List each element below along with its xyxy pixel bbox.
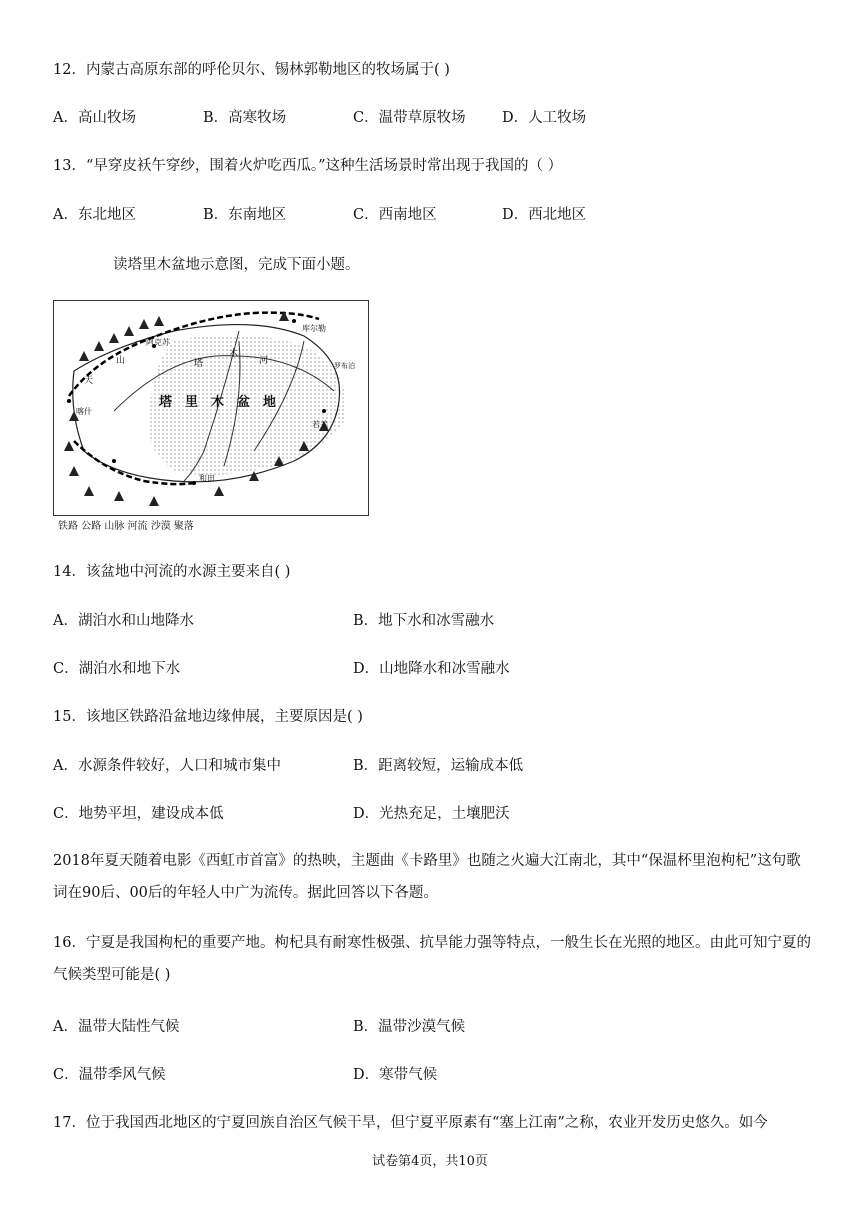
q13-option-d[interactable]: D．西北地区 — [502, 207, 587, 223]
map-label-aksu: 阿克苏 — [146, 338, 170, 347]
q12-option-c[interactable]: C．温带草原牧场 — [353, 110, 466, 126]
q16-option-d[interactable]: D．寒带气候 — [353, 1067, 438, 1083]
q14-option-a[interactable]: A．湖泊水和山地降水 — [53, 613, 194, 629]
q15-option-a[interactable]: A．水源条件较好，人口和城市集中 — [53, 758, 281, 774]
q12-option-d[interactable]: D．人工牧场 — [502, 110, 587, 126]
q13-option-c[interactable]: C．西南地区 — [353, 207, 437, 223]
page-footer: 试卷第4页，共10页 — [372, 1154, 488, 1169]
passage-intro: 2018年夏天随着电影《西虹市首富》的热映，主题曲《卡路里》也随之火遍大江南北，其中“保温杯里泡枸杞”这句歌词在90后、00后的年轻人中广为流传。据此回答以下各题。 — [53, 853, 801, 901]
q13-option-a[interactable]: A．东北地区 — [53, 207, 136, 223]
q16-option-c[interactable]: C．温带季风气候 — [53, 1067, 166, 1083]
q15-option-b[interactable]: B．距离较短，运输成本低 — [353, 758, 524, 774]
q16-option-a[interactable]: A．温带大陆性气候 — [53, 1019, 180, 1035]
q14-option-d[interactable]: D．山地降水和冰雪融水 — [353, 661, 510, 677]
map-label-tian: 天 — [84, 376, 94, 386]
map-label-lopnur: 罗布泊 — [334, 362, 355, 370]
question-15-stem: 15．该地区铁路沿盆地边缘伸展，主要原因是( ) — [53, 709, 363, 725]
map-label-mu: 木 — [229, 349, 239, 359]
question-17-stem: 17．位于我国西北地区的宁夏回族自治区气候干旱，但宁夏平原素有“塞上江南”之称，农业开发历史悠久。如今 — [53, 1115, 768, 1131]
q12-option-b[interactable]: B．高寒牧场 — [203, 110, 287, 126]
q14-option-c[interactable]: C．湖泊水和地下水 — [53, 661, 181, 677]
map-label-shan: 山 — [116, 356, 126, 366]
map-label-ta: 塔 — [194, 359, 204, 369]
map-legend: 铁路 公路 山脉 河流 沙漠 聚落 — [58, 521, 194, 532]
map-label-ruoqiang: 若羌 — [312, 420, 328, 429]
question-13-stem: 13．“早穿皮袄午穿纱，围着火炉吃西瓜。”这种生活场景时常出现于我国的（ ） — [53, 158, 563, 174]
q16-option-b[interactable]: B．温带沙漠气候 — [353, 1019, 466, 1035]
map-label-korla: 库尔勒 — [302, 324, 326, 333]
map-label-hotan: 和田 — [199, 474, 215, 483]
q15-option-c[interactable]: C．地势平坦，建设成本低 — [53, 806, 224, 822]
tarim-basin-map — [53, 300, 369, 516]
question-14-stem: 14．该盆地中河流的水源主要来自( ) — [53, 564, 291, 580]
q15-option-d[interactable]: D．光热充足，土壤肥沃 — [353, 806, 510, 822]
map-label-kashgar: 喀什 — [76, 407, 92, 416]
question-12-stem: 12．内蒙古高原东部的呼伦贝尔、锡林郭勒地区的牧场属于( ) — [53, 62, 450, 78]
map-title: 塔 里 木 盆 地 — [159, 395, 277, 410]
q14-option-b[interactable]: B．地下水和冰雪融水 — [353, 613, 495, 629]
map-label-he: 河 — [259, 356, 269, 366]
q13-option-b[interactable]: B．东南地区 — [203, 207, 287, 223]
question-16-stem: 16．宁夏是我国枸杞的重要产地。枸杞具有耐寒性极强、抗旱能力强等特点，一般生长在光照的地区。由此可知宁夏的气候类型可能是( ) — [53, 935, 811, 983]
q12-option-a[interactable]: A．高山牧场 — [53, 110, 136, 126]
map-intro: 读塔里木盆地示意图，完成下面小题。 — [113, 257, 360, 273]
